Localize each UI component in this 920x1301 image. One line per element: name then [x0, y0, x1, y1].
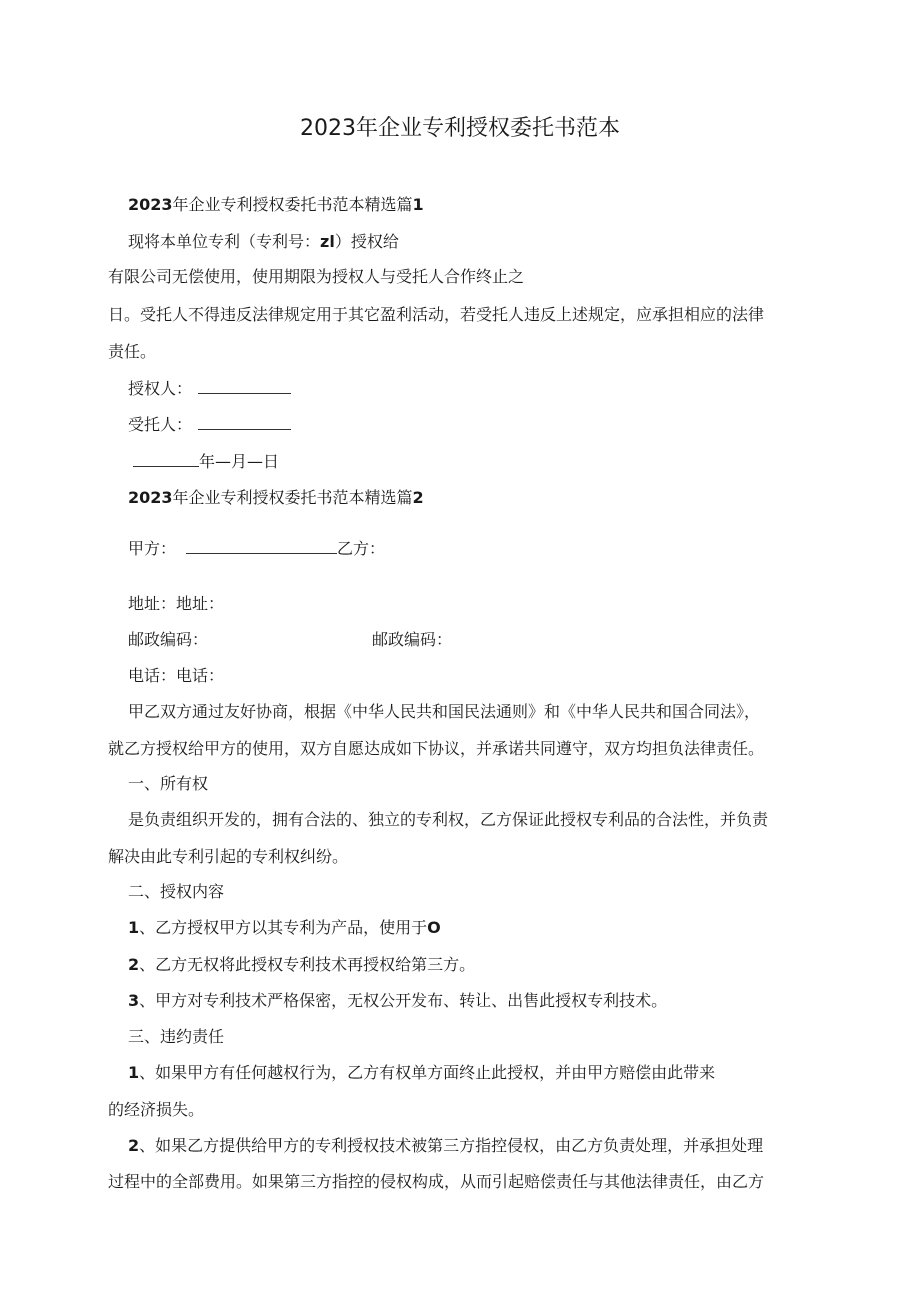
section1-heading-text: 年企业专利授权委托书范本精选篇 — [172, 195, 413, 214]
grantor-label: 授权人： — [128, 379, 193, 398]
clause3-item1 — [128, 1061, 715, 1085]
clause3-item1-text: 、如果甲方有任何越权行为，乙方有权单方面终止此授权，并由甲方赔偿由此带来 — [139, 1063, 716, 1082]
intro-line2: 就乙方授权给甲方的使用，双方自愿达成如下协议，并承诺共同遵守，双方均担负法律责任。 — [108, 739, 765, 758]
section1-line1-c: ）授权给 — [334, 232, 399, 251]
clause2-item1-tail: O — [427, 918, 441, 937]
section1-line1 — [128, 230, 399, 254]
party-a-blank — [186, 539, 337, 554]
section2-heading — [128, 486, 424, 510]
clause2-item2-num: 2 — [128, 955, 140, 974]
clause2-item2-text: 、乙方无权将此授权专利技术再授权给第三方。 — [139, 955, 476, 974]
section2-heading-text: 年企业专利授权委托书范本精选篇 — [172, 488, 413, 507]
clause2-item1-num: 1 — [128, 918, 140, 937]
section1-heading-index: 1 — [412, 195, 424, 214]
clause2-item3-text: 、甲方对专利技术严格保密，无权公开发布、转让、出售此授权专利技术。 — [139, 991, 668, 1010]
date-text: 年—月—日 — [199, 452, 280, 471]
address-line: 地址：地址： — [128, 594, 225, 613]
postal-a: 邮政编码： — [128, 630, 209, 649]
clause3-item1-cont: 的经济损失。 — [108, 1100, 205, 1119]
section2-heading-index: 2 — [412, 488, 424, 507]
party-b-label: 乙方： — [337, 539, 386, 558]
clause2-title: 二、授权内容 — [128, 882, 225, 901]
clause2-item2 — [128, 953, 475, 977]
section1-heading-year: 2023 — [128, 195, 173, 214]
clause1-line1: 是负责组织开发的，拥有合法的、独立的专利权，乙方保证此授权专利品的合法性，并负责 — [128, 810, 769, 829]
phone-line: 电话：电话： — [128, 666, 225, 685]
section1-heading — [128, 193, 424, 217]
clause3-item2 — [128, 1134, 763, 1158]
clause1-title: 一、所有权 — [128, 774, 209, 793]
clause2-item1 — [128, 916, 441, 940]
date-line — [133, 450, 279, 474]
clause1-line2: 解决由此专利引起的专利权纠纷。 — [108, 847, 349, 866]
section1-line3: 日。受托人不得违反法律规定用于其它盈利活动，若受托人违反上述规定，应承担相应的法律 — [108, 305, 765, 324]
grantor-line — [128, 377, 291, 401]
intro-line1: 甲乙双方通过友好协商，根据《中华人民共和国民法通则》和《中华人民共和国合同法》， — [128, 702, 761, 721]
grantor-blank — [198, 379, 291, 394]
postal-b: 邮政编码： — [372, 630, 453, 649]
section1-line1-a: 现将本单位专利（专利号： — [128, 232, 321, 251]
section1-line4: 责任。 — [108, 342, 157, 361]
clause3-item2-text: 、如果乙方提供给甲方的专利授权技术被第三方指控侵权，由乙方负责处理，并承担处理 — [139, 1136, 764, 1155]
clause2-item3-num: 3 — [128, 991, 140, 1010]
clause3-item2-cont: 过程中的全部费用。如果第三方指控的侵权构成，从而引起赔偿责任与其他法律责任，由乙方 — [108, 1172, 765, 1191]
clause3-item1-num: 1 — [128, 1063, 140, 1082]
section1-line1-patent-prefix: zl — [320, 232, 335, 251]
section1-line2: 有限公司无偿使用，使用期限为授权人与受托人合作终止之 — [108, 267, 525, 286]
grantee-line — [128, 413, 291, 437]
clause3-title: 三、违约责任 — [128, 1027, 225, 1046]
document-title: 2023年企业专利授权委托书范本 — [300, 116, 620, 141]
parties-line — [128, 537, 385, 561]
clause2-item1-text: 、乙方授权甲方以其专利为产品，使用于 — [139, 918, 428, 937]
clause3-item2-num: 2 — [128, 1136, 140, 1155]
party-a-label: 甲方： — [128, 539, 177, 558]
grantee-label: 受托人： — [128, 415, 193, 434]
clause2-item3 — [128, 989, 667, 1013]
section2-heading-year: 2023 — [128, 488, 173, 507]
grantee-blank — [198, 415, 291, 430]
date-year-blank — [133, 452, 199, 467]
